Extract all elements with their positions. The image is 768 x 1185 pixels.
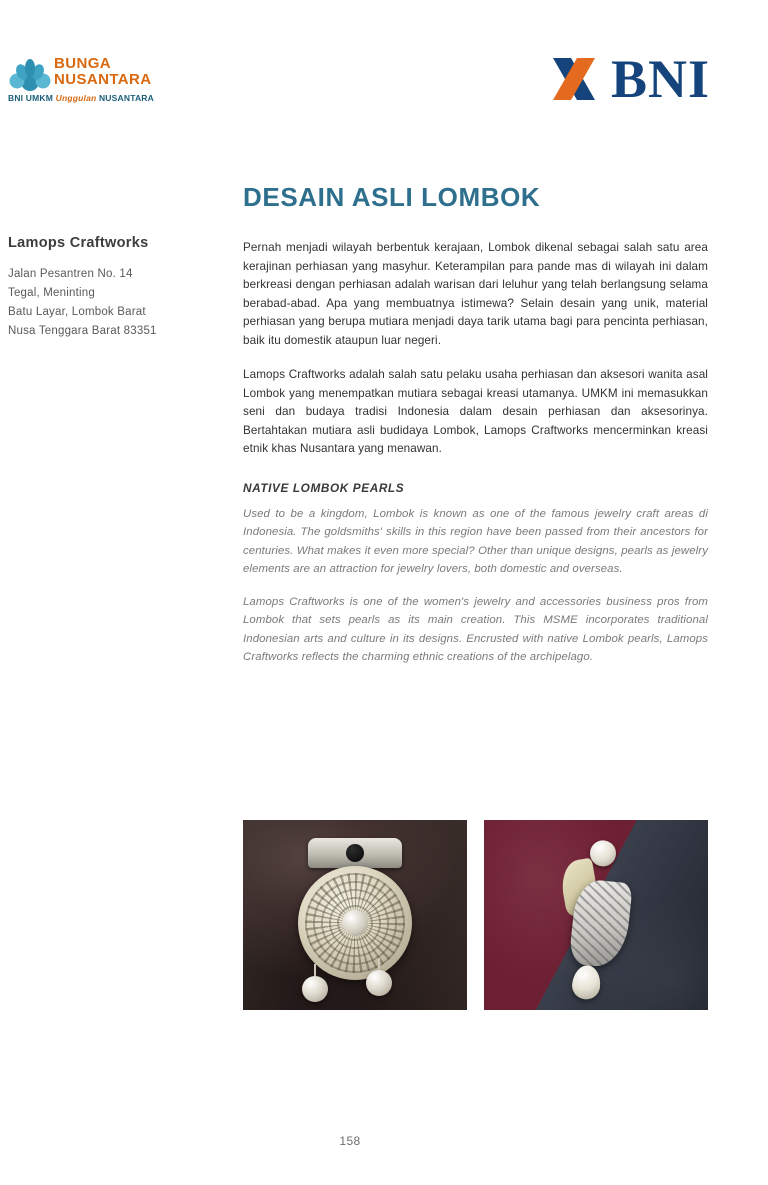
- top-pearl: [589, 839, 618, 868]
- brand-line-2: NUSANTARA: [54, 71, 152, 88]
- brand-tagline-suffix: NUSANTARA: [96, 93, 154, 103]
- lotus-flower-icon: [8, 58, 52, 92]
- brand-line-1: BUNGA: [54, 55, 111, 72]
- bottom-pearl: [571, 964, 602, 1001]
- drop-pearl: [302, 976, 328, 1002]
- brand-tagline-prefix: BNI UMKM: [8, 93, 56, 103]
- photo-gallery: [243, 820, 708, 1010]
- company-info-panel: [8, 235, 213, 341]
- pendant-disc: [298, 866, 412, 980]
- brand-tagline-italic: Unggulan: [55, 93, 97, 103]
- address-line: Nusa Tenggara Barat 83351: [8, 325, 157, 337]
- bunga-nusantara-logo: [8, 56, 188, 106]
- bni-sail-icon: [549, 54, 601, 104]
- company-name: Lamops Craftworks: [8, 235, 149, 251]
- article-body: [243, 182, 708, 681]
- page-number: 158: [339, 1134, 361, 1148]
- bni-wordmark: BNI: [610, 49, 710, 109]
- brand-wordmark: [54, 56, 151, 88]
- pendant-top-bar: [308, 838, 402, 868]
- paragraph-en-1: Used to be a kingdom, Lombok is known as one of the famous jewelry craft areas di Indonesia. The goldsmiths' skills in this region have been passed from their ancestors for centuries. What makes it even more special? Other than unique designs, pearls as jewelry elements are an attraction for jewelry lovers, both domestic and overseas.: [243, 507, 708, 575]
- paragraph-id-2: Lamops Craftworks adalah salah satu pelaku usaha perhiasan dan aksesori wanita asal Lombok yang menempatkan mutiara sebagai kreasi utamanya. UMKM ini memasukkan seni dan budaya tradisi Indonesia dalam desain perhiasan dan aksesorinya. Bertahtakan mutiara asli budidaya Lombok, Lamops Craftworks mencerminkan kreasi etnik khas Nusantara yang menawan.: [243, 368, 708, 455]
- paragraph-id-1: Pernah menjadi wilayah berbentuk kerajaan, Lombok dikenal sebagai salah satu area kerajinan perhiasan yang masyhur. Keterampilan para pande mas di wilayah ini dalam berkreasi dengan perhiasan adalah warisan dari leluhur yang telah berlangsung selama berabad-abad. Apa yang membuatnya istimewa? Selain desain yang unik, material perhiasan yang berupa mutiara menjadi daya tarik utama bagi para pencinta perhiasan, baik itu domestik ataupun luar negeri.: [243, 241, 708, 347]
- page-title: DESAIN ASLI LOMBOK: [243, 182, 541, 212]
- pearl-pendant-photo: [243, 820, 467, 1010]
- address-line: Tegal, Meninting: [8, 287, 95, 299]
- address-line: Jalan Pesantren No. 14: [8, 268, 133, 280]
- center-pearl: [342, 910, 368, 936]
- section-subheading: NATIVE LOMBOK PEARLS: [243, 480, 405, 495]
- drop-pearl: [366, 970, 392, 996]
- brooch-illustration: [545, 836, 647, 1004]
- bni-logo: [549, 49, 710, 109]
- paragraph-en-2: Lamops Craftworks is one of the women's jewelry and accessories business pros from Lombok that sets pearls as its main creation. This MSME incorporates traditional Indonesian arts and culture in its designs. Encrusted with native Lombok pearls, Lamops Craftworks reflects the charming ethnic creations of the archipelago.: [243, 595, 708, 663]
- pearl-brooch-photo: [484, 820, 708, 1010]
- page-header: [0, 0, 768, 140]
- address-line: Batu Layar, Lombok Barat: [8, 306, 146, 318]
- pendant-illustration: [280, 838, 430, 1003]
- brand-tagline: [8, 93, 154, 103]
